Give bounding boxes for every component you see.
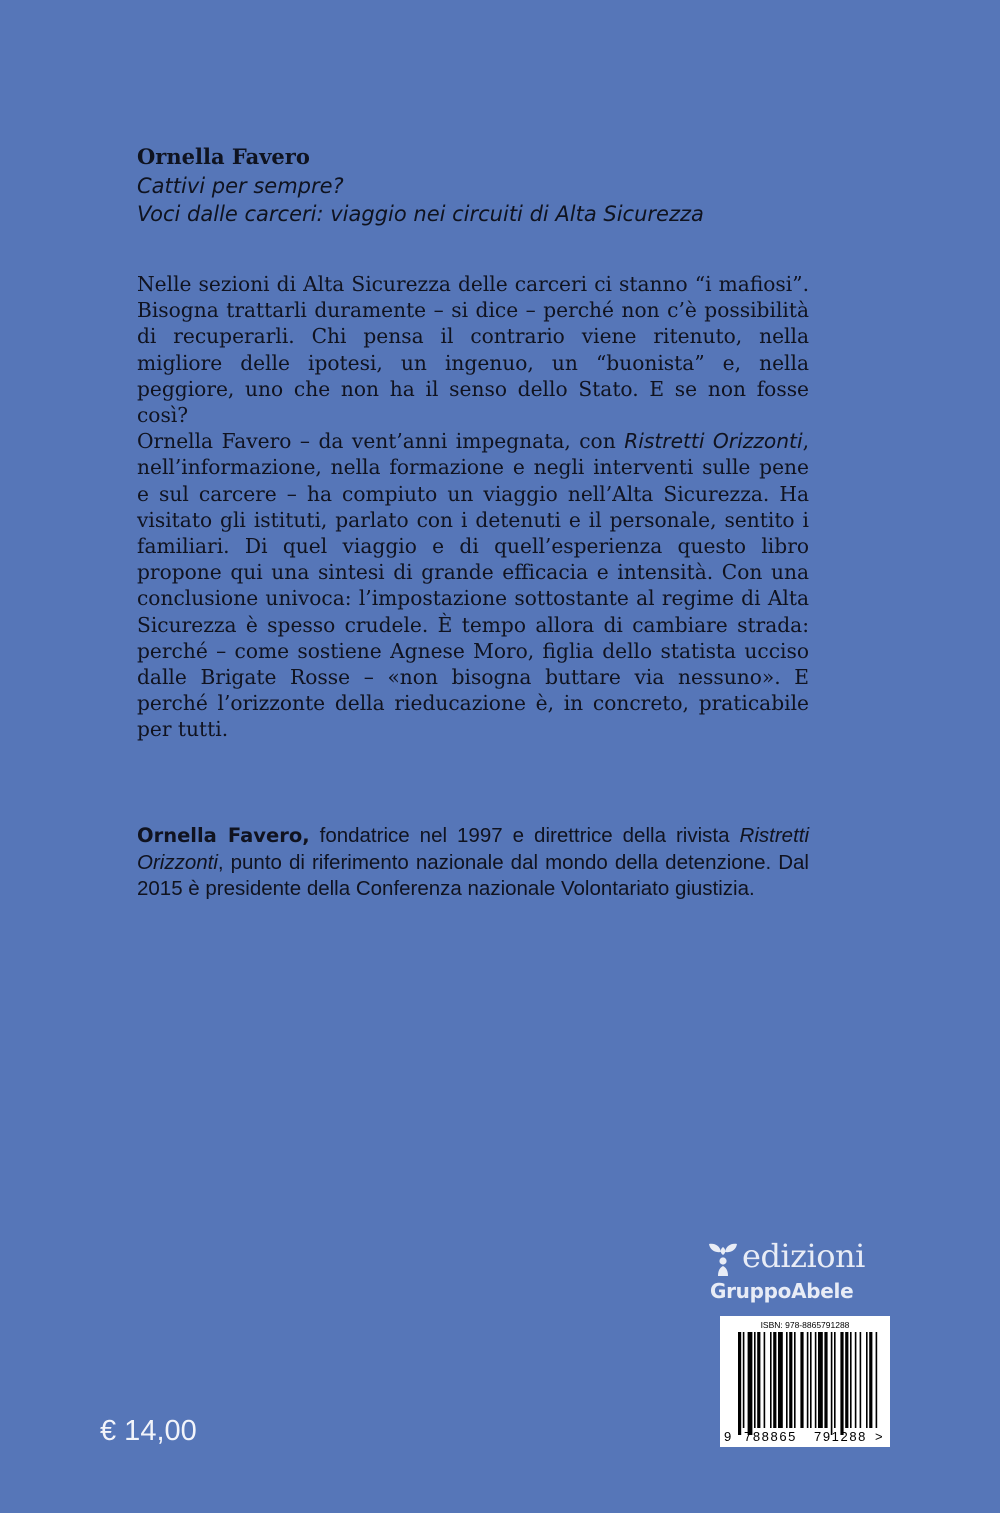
- barcode-digits: [720, 1429, 890, 1445]
- person-leaves-logo-icon: [706, 1240, 740, 1276]
- author-name: Ornella Favero: [137, 144, 310, 169]
- publisher-name-line1: edizioni: [742, 1237, 865, 1275]
- barcode-bars: [720, 1316, 890, 1447]
- author-bio: [137, 823, 809, 903]
- book-header: [137, 142, 857, 228]
- book-subtitle: Voci dalle carceri: viaggio nei circuiti di Alta Sicurezza: [137, 202, 704, 226]
- barcode-quiet-mark: >: [875, 1429, 883, 1444]
- bio-text-end: , punto di riferimento nazionale dal mondo della detenzione. Dal 2015 è presidente della Conferenza nazionale Volontariato giustizia.: [137, 850, 809, 900]
- blurb-paragraph-1: Nelle sezioni di Alta Sicurezza delle carceri ci stanno “i mafiosi”. Bisogna trattarli duramente – si dice – perché non c’è possibilità di recuperarli. Chi pensa il contrario viene ritenuto, nella migliore delle ipotesi, un ingenuo, un “buonista” e, nella peggiore, uno che non ha il senso dello Stato. E se non fosse così?: [137, 272, 809, 428]
- book-blurb: [137, 271, 809, 743]
- bio-author-name: Ornella Favero,: [137, 824, 310, 847]
- publisher-name-line2: GruppoAbele: [710, 1279, 854, 1303]
- barcode-first-digit: 9: [724, 1429, 732, 1444]
- isbn-label: ISBN: 978-8865791288: [760, 1320, 850, 1330]
- blurb-p2-end: , nell’informazione, nella formazione e negli interventi sulle pene e sul carcere – ha compiuto un viaggio nell’Alta Sicurezza. Ha visitato gli istituti, parlato con i detenuti e il personale, sentito i familiari. Di quel viaggio e di quell’esperienza questo libro propone qui una sintesi di grande efficacia e intensità. Con una conclusione univoca: l’impostazione sottostante al regime di Alta Sicurezza è spesso crudele. È tempo allora di cambiare strada: perché – come sostiene Agnese Moro, figlia dello statista ucciso dalle Brigate Rosse – «non bisogna buttare via nessuno». E perché l’orizzonte della rieducazione è, in concreto, praticabile per tutti.: [137, 429, 809, 742]
- blurb-paragraph-2: [137, 428, 809, 742]
- barcode-right-digits: 791288: [814, 1429, 867, 1444]
- publisher-logo: [706, 1238, 906, 1310]
- price: € 14,00: [100, 1415, 197, 1447]
- book-title: Cattivi per sempre?: [137, 174, 344, 198]
- barcode-left-digits: 788865: [744, 1429, 797, 1444]
- isbn-barcode: [720, 1316, 890, 1447]
- bio-journal-title: Ristretti Orizzonti: [137, 824, 810, 874]
- blurb-p2-start: Ornella Favero – da vent’anni impegnata, con: [137, 429, 625, 454]
- journal-title: Ristretti Orizzonti: [624, 429, 803, 454]
- bio-text-start: fondatrice nel 1997 e direttrice della rivista: [309, 824, 740, 847]
